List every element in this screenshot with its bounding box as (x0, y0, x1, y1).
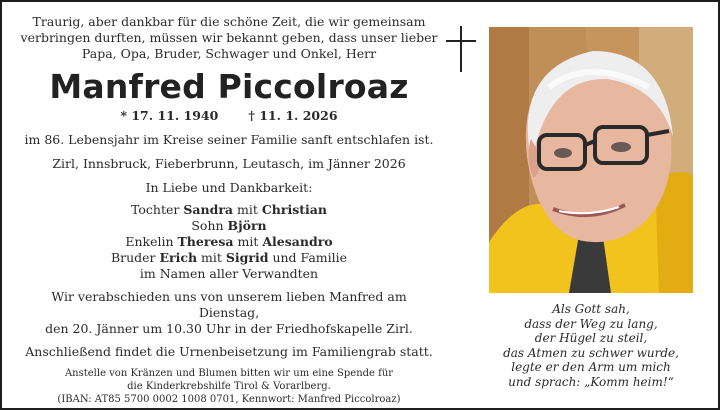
poem (489, 302, 693, 389)
poem-line-5: legte er den Arm um mich (511, 360, 671, 374)
poem-line-1: Als Gott sah, (552, 302, 630, 316)
family-line-granddaughter: Enkelin Theresa mit Alesandro (125, 234, 333, 249)
family-line-relatives: im Namen aller Verwandten (139, 266, 319, 281)
birth-date: * 17. 11. 1940 (120, 108, 219, 123)
family-line-brother: Bruder Erich mit Sigrid und Familie (110, 250, 348, 265)
farewell-line-1: Wir verabschieden uns von unserem lieben Manfred am Dienstag, (51, 289, 407, 320)
love-line: In Liebe und Dankbarkeit: (145, 180, 313, 195)
donation-note (20, 367, 438, 406)
death-date: † 11. 1. 2026 (248, 108, 338, 123)
portrait-photo (489, 27, 693, 293)
age-line: im 86. Lebensjahr im Kreise seiner Familie sanft entschlafen ist. (24, 132, 434, 147)
donation-line-2: die Kinderkrebshilfe Tirol & Vorarlberg. (127, 381, 331, 392)
donation-line-1: Anstelle von Kränzen und Blumen bitten wir um eine Spende für (64, 368, 394, 379)
life-dates (20, 108, 438, 124)
family-line-son: Sohn Björn (191, 218, 267, 233)
obituary-text-column (20, 14, 438, 406)
urn-line: Anschließend findet die Urnenbeisetzung im Familiengrab statt. (25, 344, 433, 359)
deceased-name: Manfred Piccolroaz (49, 67, 409, 106)
family-line-daughter: Tochter Sandra mit Christian (131, 202, 327, 217)
farewell-line-2: den 20. Jänner um 10.30 Uhr in der Friedhofskapelle Zirl. (45, 321, 413, 336)
poem-line-2: dass der Weg zu lang, (524, 316, 658, 331)
donation-line-3: (IBAN: AT85 5700 0002 1008 0701, Kennwort: Manfred Piccolroaz) (57, 394, 401, 405)
family-list (20, 202, 438, 282)
intro-line-3: Papa, Opa, Bruder, Schwager und Onkel, Herr (81, 46, 377, 61)
intro-line-2: verbringen durften, müssen wir bekannt geben, dass unser lieber (20, 30, 438, 45)
poem-line-4: das Atmen zu schwer wurde, (503, 345, 679, 360)
intro-line-1: Traurig, aber dankbar für die schöne Zeit, die wir gemeinsam (32, 14, 426, 29)
poem-line-6: und sprach: „Komm heim!“ (508, 374, 674, 389)
cross-icon (446, 26, 476, 72)
poem-line-3: der Hügel zu steil, (534, 331, 648, 345)
place-date-line: Zirl, Innsbruck, Fieberbrunn, Leutasch, im Jänner 2026 (52, 156, 406, 171)
